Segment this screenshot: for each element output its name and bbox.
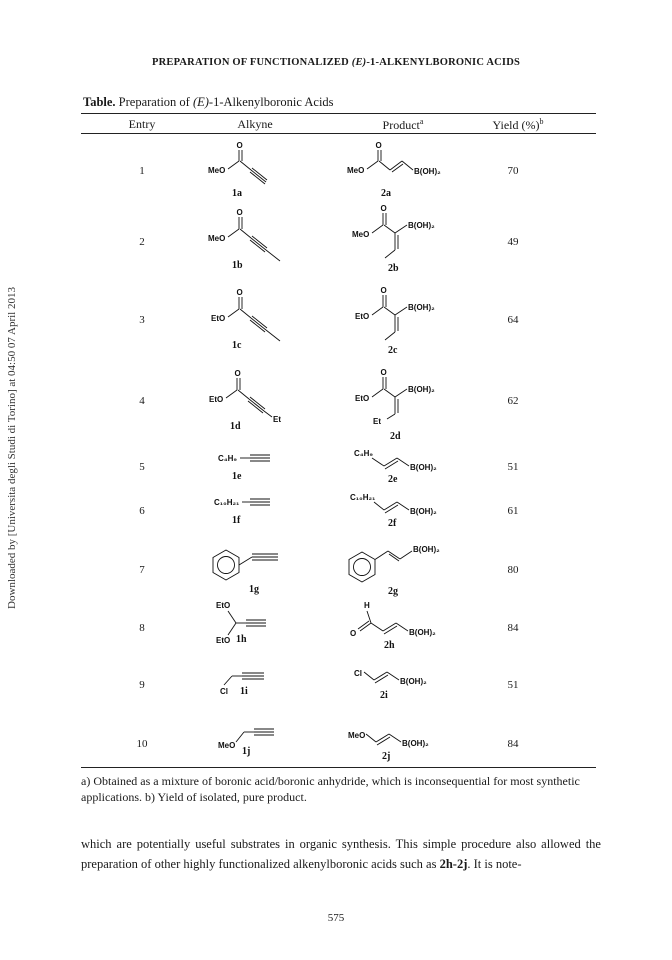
product-structure-2i [354,660,464,710]
alkyne-structure-1a [208,140,288,205]
alkyne-structure-1c [211,285,301,360]
svg-text:C₁₀H₂₁: C₁₀H₂₁ [350,493,376,502]
svg-text:C₄H₉: C₄H₉ [218,454,237,463]
page-number: 575 [327,912,345,924]
svg-text:2b: 2b [388,263,399,274]
yield-value: 84 [507,622,519,634]
product-structure-2g [336,538,456,603]
entry-number: 1 [139,165,145,177]
entry-number: 6 [139,505,145,517]
svg-text:2j: 2j [382,751,391,762]
svg-text:O: O [380,204,387,213]
svg-text:B(OH)₂: B(OH)₂ [414,167,441,176]
svg-text:H: H [364,601,370,610]
svg-text:O: O [234,369,241,378]
col-yield: Yield (%)$^b$ [492,117,544,132]
yield-value: 51 [507,679,519,691]
svg-text:MeO: MeO [218,741,236,750]
svg-text:MeO: MeO [347,166,365,175]
svg-text:C₄H₉: C₄H₉ [354,449,373,458]
svg-text:2e: 2e [388,474,398,485]
svg-text:1a: 1a [232,188,242,199]
svg-text:O: O [375,141,382,150]
svg-text:O: O [236,208,243,217]
svg-text:O: O [380,368,387,377]
entry-number: 2 [139,236,145,248]
alkyne-structure-1d [209,366,309,441]
svg-text:B(OH)₂: B(OH)₂ [409,628,436,637]
yield-value: 49 [507,236,519,248]
table-header-rule [81,133,596,134]
svg-text:MeO: MeO [208,166,226,175]
table-bottom-rule [81,767,596,768]
product-structure-2d [355,364,465,449]
svg-text:1j: 1j [242,746,251,757]
body-paragraph: which are potentially useful substrates in organic synthesis. This simple procedure also allowed the preparation of other highly functionalized alkenylboronic acids such as 2h-2j. It is note- [81,837,601,871]
svg-text:O: O [236,141,243,150]
alkyne-structure-1i [220,662,300,712]
svg-text:1b: 1b [232,260,243,271]
svg-text:B(OH)₂: B(OH)₂ [402,739,429,748]
svg-text:2d: 2d [390,431,401,442]
entry-number: 4 [139,395,145,407]
yield-value: 64 [507,314,519,326]
svg-text:1i: 1i [240,686,248,697]
download-note: Downloaded by [Universita degli Studi di Torino] at 04:50 07 April 2013 [6,287,18,609]
col-alkyne: Alkyne [237,117,273,131]
svg-text:1d: 1d [230,421,241,432]
table-footnote: a) Obtained as a mixture of boronic acid/boronic anhydride, which is inconsequential for most synthetic applications. b) Yield of isolated, pure product. [81,774,580,804]
alkyne-structure-1f [214,492,294,542]
svg-text:2h: 2h [384,640,395,651]
svg-text:EtO: EtO [216,601,231,610]
table-title: Table. Preparation of (E)-1-Alkenylboronic Acids [83,95,334,109]
yield-value: 61 [507,505,519,517]
product-structure-2a [347,140,457,205]
svg-text:1g: 1g [249,584,259,595]
svg-text:B(OH)₂: B(OH)₂ [408,221,435,230]
svg-text:EtO: EtO [216,636,231,645]
col-entry: Entry [128,117,156,131]
alkyne-structure-1g [200,540,290,600]
entry-number: 8 [139,622,145,634]
yield-value: 70 [507,165,519,177]
entry-number: 9 [139,679,145,691]
svg-text:B(OH)₂: B(OH)₂ [410,463,437,472]
entry-number: 7 [139,564,145,576]
svg-text:1c: 1c [232,340,242,351]
svg-text:EtO: EtO [211,314,226,323]
svg-text:C₁₀H₂₁: C₁₀H₂₁ [214,498,240,507]
yield-value: 80 [507,564,519,576]
entry-number: 3 [139,314,145,326]
svg-text:Et: Et [373,417,381,426]
svg-text:B(OH)₂: B(OH)₂ [408,303,435,312]
svg-text:B(OH)₂: B(OH)₂ [408,385,435,394]
alkyne-structure-1e [218,448,298,498]
svg-text:Et: Et [273,415,281,424]
svg-text:1e: 1e [232,471,242,482]
svg-text:2c: 2c [388,345,398,356]
product-structure-2e [354,446,464,496]
alkyne-structure-1j [218,720,298,770]
svg-text:1h: 1h [236,634,247,645]
yield-value: 51 [507,461,519,473]
alkyne-structure-1h [216,598,296,658]
svg-text:2f: 2f [388,518,397,529]
svg-text:O: O [350,629,357,638]
svg-text:Cl: Cl [354,669,362,678]
svg-text:2i: 2i [380,690,388,701]
yield-value: 84 [507,738,519,750]
svg-text:2a: 2a [381,188,391,199]
svg-text:MeO: MeO [208,234,226,243]
svg-text:MeO: MeO [348,731,366,740]
product-structure-2h [350,598,460,658]
svg-text:O: O [236,288,243,297]
svg-text:EtO: EtO [355,312,370,321]
product-structure-2f [350,490,460,540]
svg-text:B(OH)₂: B(OH)₂ [410,507,437,516]
entry-number: 5 [139,461,145,473]
alkyne-structure-1b [208,205,298,280]
svg-text:B(OH)₂: B(OH)₂ [413,545,440,554]
yield-value: 62 [507,395,519,407]
entry-number: 10 [136,738,148,750]
svg-text:2g: 2g [388,586,398,597]
svg-text:O: O [380,286,387,295]
running-head: PREPARATION OF FUNCTIONALIZED (E)-1-ALKENYLBORONIC ACIDS [151,57,521,68]
table-top-rule [81,113,596,114]
svg-text:MeO: MeO [352,230,370,239]
product-structure-2j [348,722,458,772]
svg-text:1f: 1f [232,515,241,526]
product-structure-2c [355,282,465,362]
product-structure-2b [352,200,462,280]
svg-text:Cl: Cl [220,687,228,696]
svg-text:EtO: EtO [209,395,224,404]
col-product: Product$^a$ [382,117,424,132]
svg-text:EtO: EtO [355,394,370,403]
svg-text:B(OH)₂: B(OH)₂ [400,677,427,686]
